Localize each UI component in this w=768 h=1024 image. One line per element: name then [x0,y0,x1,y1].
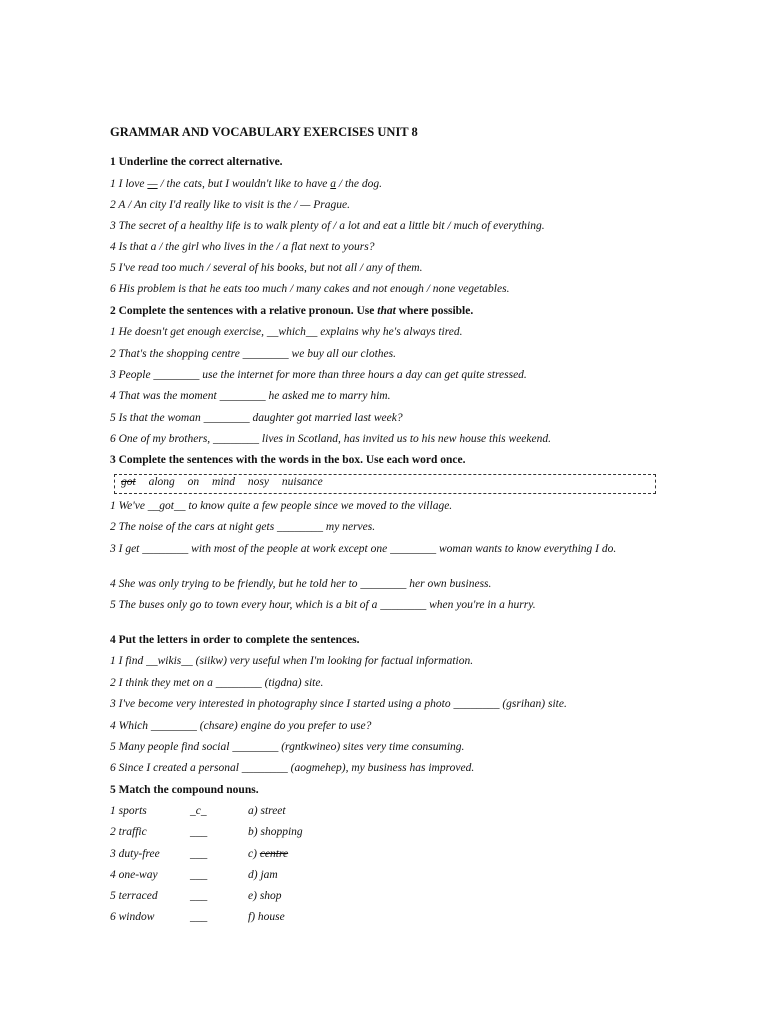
match-word: house [257,911,285,923]
exercise-4-item-3: 3 I've become very interested in photography since I started using a photo ________ (gsrihan) site. [110,698,567,710]
exercise-2-item-5: 5 Is that the woman ________ daughter got married last week? [110,412,403,424]
match-blank: ___ [190,911,208,923]
heading-text: 2 Complete the sentences with a relative pronoun. Use [110,305,378,317]
match-letter: b) [248,826,258,838]
word-box-word: on [187,476,200,488]
word-list [121,476,333,488]
exercise-1-item-3: 3 The secret of a healthy life is to walk plenty of / a lot and eat a little bit / much of everything. [110,220,545,232]
word-box [114,474,656,494]
match-word: shopping [260,826,303,838]
match-word: street [260,805,286,817]
page-title: GRAMMAR AND VOCABULARY EXERCISES UNIT 8 [110,125,418,139]
exercise-2-item-4: 4 That was the moment ________ he asked me to marry him. [110,390,391,402]
exercise-2-item-1 [110,326,463,338]
exercise-2-heading [110,305,473,317]
match-blank: ___ [190,848,208,860]
match-letter: a) [248,805,258,817]
exercise-3-item-4: 4 She was only trying to be friendly, but he told her to ________ her own business. [110,578,492,590]
match-word: jam [260,869,278,881]
match-right-item [248,848,288,860]
match-left-item: 6 window [110,911,155,923]
word-box-word: nuisance [281,476,323,488]
exercise-1-item-4: 4 Is that a / the girl who lives in the / a flat next to yours? [110,241,375,253]
heading-emphasis: that [377,305,396,317]
exercise-3-item-1 [110,500,452,512]
exercise-3-item-2: 2 The noise of the cars at night gets ________ my nerves. [110,521,376,533]
heading-text: where possible. [395,305,474,317]
exercise-4-item-6: 6 Since I created a personal ________ (aogmehep), my business has improved. [110,762,475,774]
match-blank: ___ [190,826,208,838]
answer: __which__ [266,326,318,338]
match-letter: d) [248,869,258,881]
match-blank: _c_ [190,805,207,817]
answer: a [330,178,337,190]
word-box-word: nosy [247,476,269,488]
word-box-word: along [148,476,175,488]
match-letter: c) [248,848,257,860]
item-text: 1 I love [110,178,148,190]
match-left-item: 3 duty-free [110,848,160,860]
item-text: 1 I find [110,655,147,667]
match-right-item [248,869,278,881]
item-text: explains why he's always tired. [317,326,463,338]
answer: __got__ [147,500,186,512]
answer: __wikis__ [146,655,193,667]
match-right-item [248,826,303,838]
match-right-item [248,890,282,902]
match-left-item: 4 one-way [110,869,158,881]
exercise-1-heading: 1 Underline the correct alternative. [110,156,283,168]
match-right-item [248,805,286,817]
exercise-4-item-1 [110,655,473,667]
exercise-3-heading: 3 Complete the sentences with the words in the box. Use each word once. [110,454,466,466]
item-text: 1 He doesn't get enough exercise, [110,326,267,338]
item-text: / the dog. [336,178,383,190]
item-text: to know quite a few people since we moved to the village. [185,500,453,512]
exercise-5-heading: 5 Match the compound nouns. [110,784,259,796]
match-left-item: 5 terraced [110,890,158,902]
exercise-2-item-2: 2 That's the shopping centre ________ we buy all our clothes. [110,348,396,360]
exercise-4-item-4: 4 Which ________ (chsare) engine do you prefer to use? [110,720,372,732]
match-left-item: 2 traffic [110,826,147,838]
exercise-1-item-2: 2 A / An city I'd really like to visit is the / — Prague. [110,199,350,211]
match-right-item [248,911,285,923]
match-blank: ___ [190,890,208,902]
exercise-1-item-5: 5 I've read too much / several of his books, but not all / any of them. [110,262,423,274]
match-word: shop [259,890,282,902]
match-blank: ___ [190,869,208,881]
item-text: (siikw) very useful when I'm looking for factual information. [192,655,474,667]
exercise-2-item-3: 3 People ________ use the internet for more than three hours a day can get quite stressed. [110,369,527,381]
word-box-word: got [121,476,136,488]
exercise-2-item-6: 6 One of my brothers, ________ lives in Scotland, has invited us to his new house this weekend. [110,433,551,445]
item-text: / the cats, but I wouldn't like to have [157,178,331,190]
exercise-4-item-2: 2 I think they met on a ________ (tigdna) site. [110,677,324,689]
exercise-4-heading: 4 Put the letters in order to complete the sentences. [110,634,360,646]
item-text: 1 We've [110,500,148,512]
exercise-3-item-3: 3 I get ________ with most of the people at work except one ________ woman wants to know everything I do. [110,543,617,555]
answer: — [147,178,158,190]
exercise-1-item-1 [110,178,382,190]
match-letter: f) [248,911,256,923]
match-word: centre [259,848,289,860]
match-left-item: 1 sports [110,805,147,817]
word-box-word: mind [212,476,236,488]
exercise-4-item-5: 5 Many people find social ________ (rgntkwineo) sites very time consuming. [110,741,465,753]
match-letter: e) [248,890,257,902]
exercise-3-item-5: 5 The buses only go to town every hour, which is a bit of a ________ when you're in a hurry. [110,599,536,611]
exercise-1-item-6: 6 His problem is that he eats too much / many cakes and not enough / none vegetables. [110,283,510,295]
